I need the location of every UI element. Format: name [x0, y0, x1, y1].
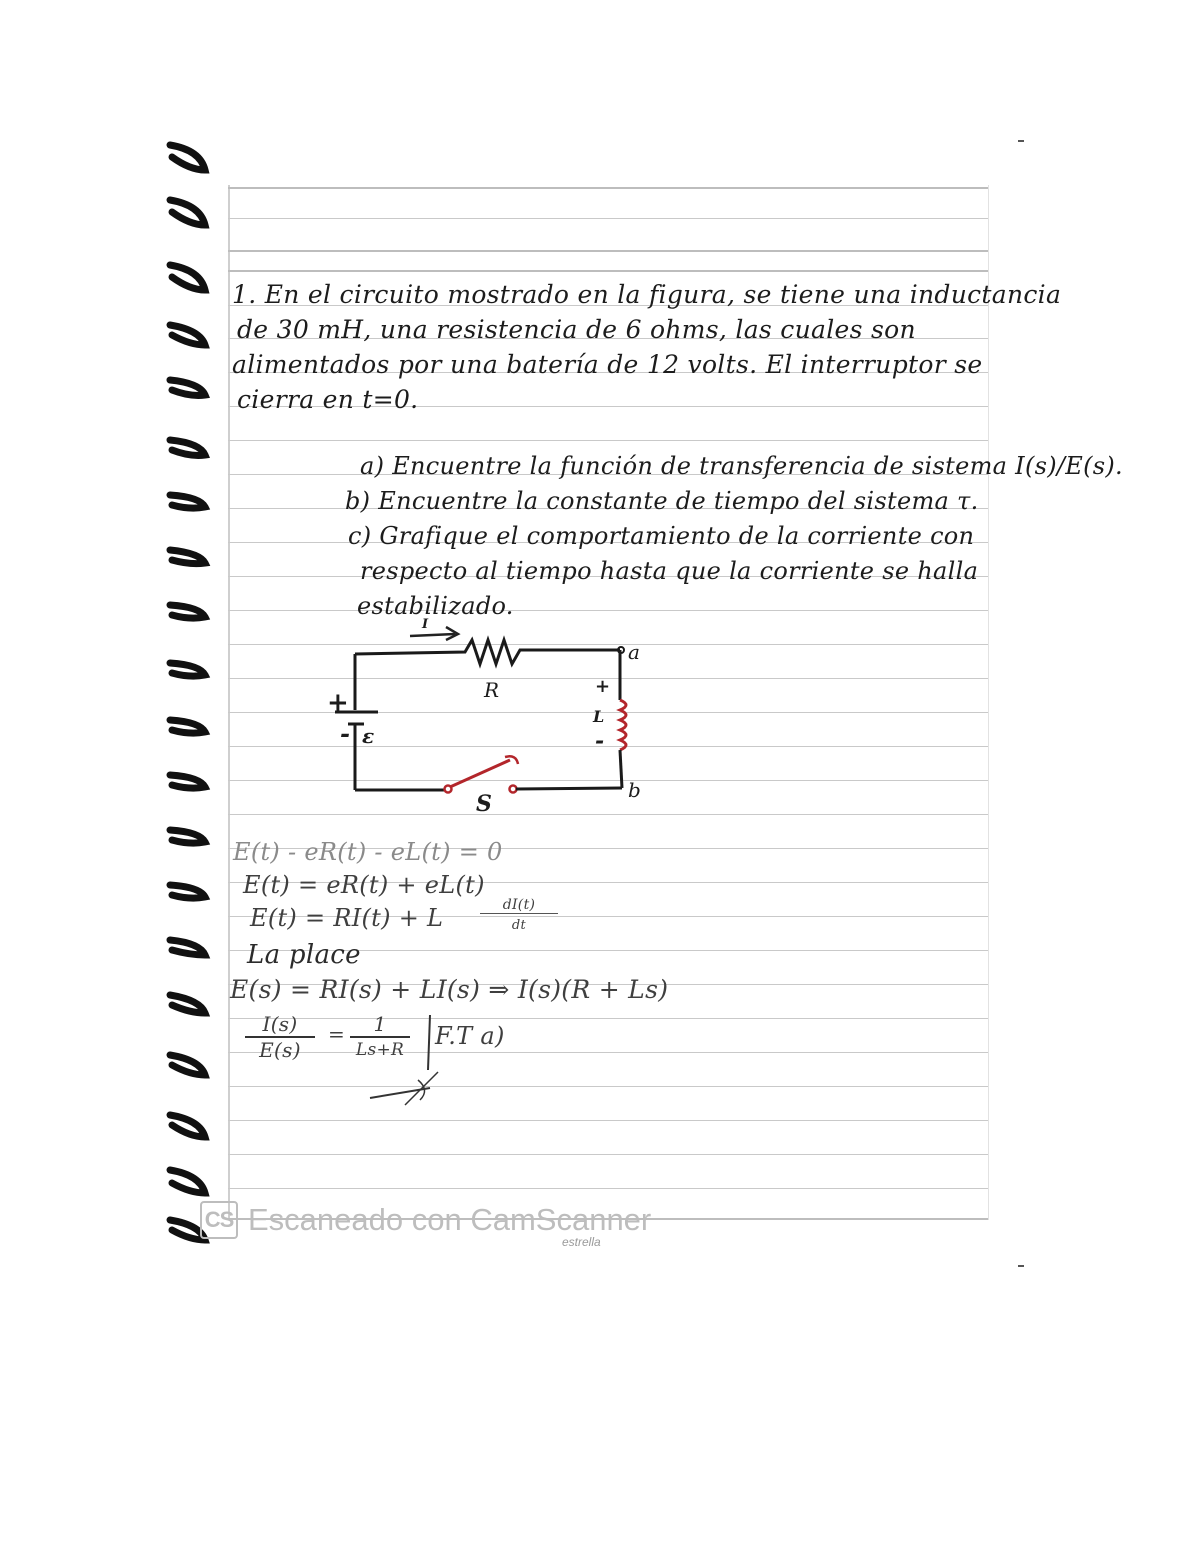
spiral-binding	[160, 125, 220, 1255]
ruled-line	[228, 270, 988, 272]
scan-mark	[1018, 140, 1024, 142]
inductor-symbol	[620, 700, 626, 750]
node-a-label: a	[628, 640, 641, 664]
inductor-minus-label: -	[595, 728, 605, 754]
problem-line-4: cierra en t=0.	[237, 385, 419, 414]
ruled-line	[228, 1018, 988, 1019]
derivative-numerator: dI(t)	[480, 897, 558, 914]
ruled-line	[228, 1154, 988, 1155]
problem-line-2: de 30 mH, una resistencia de 6 ohms, las cuales son	[237, 315, 916, 344]
problem-line-3: alimentados por una batería de 12 volts. El interruptor se	[232, 350, 983, 379]
tf-denominator: E(s)	[259, 1038, 301, 1062]
battery-minus-label: -	[340, 719, 351, 748]
battery-plus-label: +	[327, 688, 350, 718]
current-arrow-icon	[410, 627, 458, 640]
current-label: I	[422, 617, 429, 632]
ruled-line	[228, 1188, 988, 1189]
resistor-label: R	[484, 678, 500, 702]
camscanner-watermark	[200, 1200, 651, 1240]
ruled-line	[228, 218, 988, 219]
ruled-line	[228, 440, 988, 441]
ruled-line	[228, 610, 988, 611]
time-domain-equation: E(t) = RI(t) + L	[250, 904, 444, 932]
ruled-line	[228, 250, 988, 252]
node-b-label: b	[628, 778, 642, 802]
watermark-text: Escaneado con CamScanner	[248, 1202, 652, 1237]
tf-equals: =	[328, 1022, 346, 1046]
problem-line-1: 1. En el circuito mostrado en la figura, se tiene una inductancia	[232, 280, 1062, 309]
tf-rhs-numerator: 1	[350, 1012, 410, 1038]
scan-mark	[1018, 1265, 1024, 1267]
task-a: a) Encuentre la función de transferencia de sistema I(s)/E(s).	[360, 452, 1123, 480]
camscanner-logo: CS	[200, 1201, 238, 1239]
tf-rhs-denominator: Ls+R	[355, 1040, 405, 1060]
ruled-line	[228, 1052, 988, 1053]
laplace-heading: La place	[247, 940, 361, 970]
inductor-plus-label: +	[595, 676, 611, 697]
task-c-cont-1: respecto al tiempo hasta que la corriente se halla	[360, 557, 979, 585]
watermark-subtext: estrella	[562, 1235, 601, 1249]
resistor-symbol	[355, 640, 620, 664]
ruled-line	[228, 1120, 988, 1121]
ruled-line	[228, 1086, 988, 1087]
switch-symbol	[445, 756, 519, 792]
task-b: b) Encuentre la constante de tiempo del sistema τ.	[345, 487, 979, 515]
derivative-denominator: dt	[511, 918, 527, 933]
inductor-label: L	[593, 707, 605, 726]
kvl-equation: E(t) = eR(t) + eL(t)	[243, 871, 485, 899]
tf-numerator: I(s)	[245, 1012, 315, 1038]
task-c: c) Grafique el comportamiento de la corriente con	[348, 522, 975, 550]
emf-label: ε	[362, 724, 375, 748]
task-c-cont-2: estabilizado.	[357, 592, 514, 620]
kvl-equation-faint: E(t) - eR(t) - eL(t) = 0	[233, 838, 503, 866]
laplace-equation: E(s) = RI(s) + LI(s) ⇒ I(s)(R + Ls)	[230, 975, 669, 1004]
switch-label: S	[476, 791, 493, 817]
spiral-rings	[160, 125, 220, 1255]
ruled-line	[228, 187, 988, 189]
tf-tag: F.T a)	[435, 1022, 505, 1050]
